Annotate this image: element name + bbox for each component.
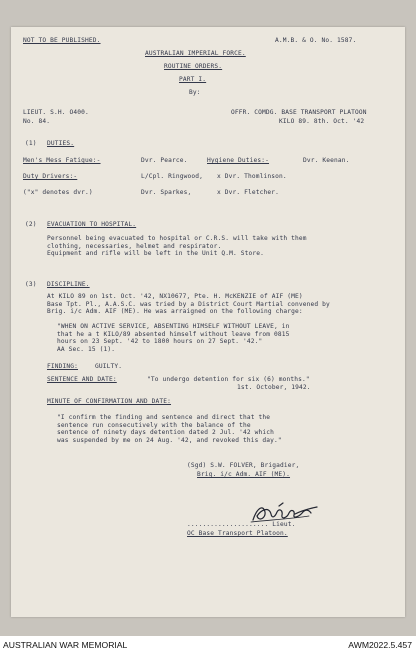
footer-credit: AUSTRALIAN WAR MEMORIAL <box>3 640 128 650</box>
sentence-label: SENTENCE AND DATE: <box>47 376 117 383</box>
header-left: NOT TO BE PUBLISHED. <box>23 37 101 44</box>
sentence-date: 1st. October, 1942. <box>237 384 311 391</box>
section-2-title: EVACUATION TO HOSPITAL. <box>47 221 137 228</box>
minute-body: "I confirm the finding and sentence and direct that the sentence run consecutively with the balance of the sentence of ninety days detention dated 2 Jul. '42 which was suspended by me on 24 Aug. '42, and revoked this day." <box>57 414 282 444</box>
section-2-number: (2) <box>25 221 37 228</box>
driver-1: L/Cpl. Ringwood, <box>141 173 204 180</box>
header-right: A.M.B. & O. No. 1587. <box>275 37 357 44</box>
finding-label: FINDING: <box>47 363 79 370</box>
driver-3: Dvr. Sparkes, <box>141 189 192 196</box>
driver-4: x Dvr. Fletcher. <box>217 189 280 196</box>
section-3-body: At KILO 89 on 1st. Oct. '42, NX10677, Pte. H. McKENZIE of AIF (ME) Base Tpt. Pl., A.A.S.C. was tried by a District Court Martial convened by Brig. i/c Adm. AIF (ME). He was arraigned on the following charge: <box>47 293 330 316</box>
by-label: By: <box>189 89 201 96</box>
section-1-title: DUTIES. <box>47 140 75 147</box>
footer-accession: AWM2022.5.457 <box>348 640 412 650</box>
unit-line: OC Base Transport Platoon. <box>187 530 288 537</box>
signed-line-2: Brig. i/c Adm. AIF (ME). <box>197 471 291 478</box>
officer-left: LIEUT. S.H. O400. <box>23 109 89 116</box>
place-date: KILO 89. 8th. Oct. '42 <box>279 118 365 125</box>
typed-order-sheet <box>11 27 405 617</box>
hygiene-value: Dvr. Keenan. <box>303 157 350 164</box>
charge-text: "WHEN ON ACTIVE SERVICE, ABSENTING HIMSELF WITHOUT LEAVE, in that he a t KILO/89 absented himself without leave from 0815 hours on 23 Sept. '42 to 1800 hours on 27 Sept. '42." AA Sec. 15 (1). <box>57 323 290 353</box>
signed-line-1: (Sgd) S.W. FOLVER, Brigadier, <box>187 462 300 469</box>
driver-2: x Dvr. Thomlinson. <box>217 173 287 180</box>
order-number: No. 84. <box>23 118 51 125</box>
lieut-line: ..................... Lieut. <box>187 521 296 528</box>
section-1-number: (1) <box>25 140 37 147</box>
mess-fatigue-label: Men's Mess Fatigue:- <box>23 157 101 164</box>
driver-note: ("x" denotes dvr.) <box>23 189 93 196</box>
officer-right: OFFR. COMDG. BASE TRANSPORT PLATOON <box>231 109 367 116</box>
force-title: AUSTRALIAN IMPERIAL FORCE. <box>145 50 246 57</box>
duty-drivers-label: Duty Drivers:- <box>23 173 78 180</box>
section-3-number: (3) <box>25 281 37 288</box>
orders-title: ROUTINE ORDERS. <box>164 63 223 70</box>
hygiene-label: Hygiene Duties:- <box>207 157 270 164</box>
section-3-title: DISCIPLINE. <box>47 281 90 288</box>
part-label: PART I. <box>179 76 207 83</box>
section-2-body: Personnel being evacuated to hospital or C.R.S. will take with them clothing, necessaries, helmet and respirator. Equipment and rifle will be left in the Unit Q.M. Store. <box>47 235 307 258</box>
sentence-value: "To undergo detention for six (6) months." <box>147 376 310 383</box>
minute-label: MINUTE OF CONFIRMATION AND DATE: <box>47 398 172 405</box>
finding-value: GUILTY. <box>95 363 123 370</box>
mess-fatigue-value: Dvr. Pearce. <box>141 157 188 164</box>
